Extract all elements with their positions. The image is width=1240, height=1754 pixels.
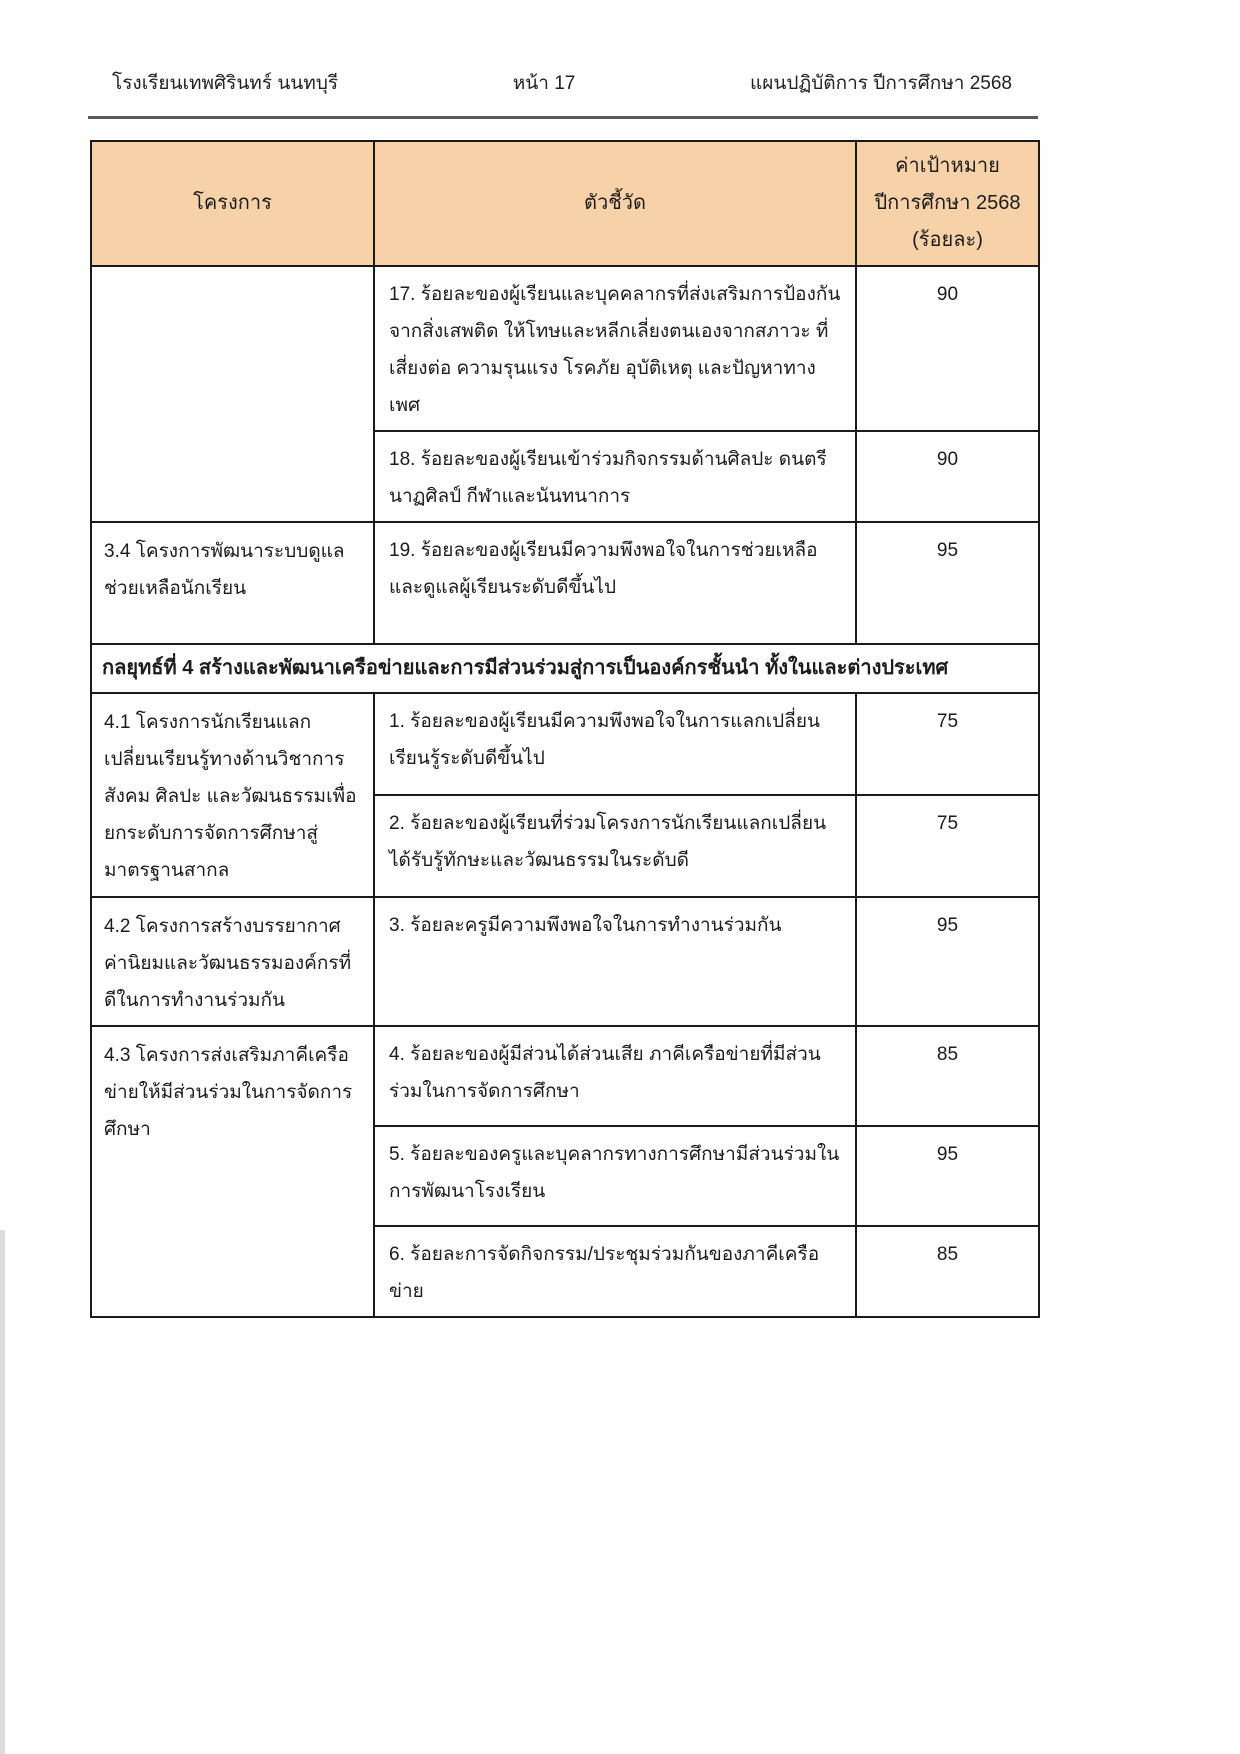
table-row-19 bbox=[91, 522, 1039, 644]
project-cell-4-1: 4.1 โครงการนักเรียนแลกเปลี่ยนเรียนรู้ทางด้านวิชาการ สังคม ศิลปะ และวัฒนธรรมเพื่อยกระดับการจัดการศึกษาสู่มาตรฐานสากล bbox=[91, 693, 374, 896]
col-header-target-line3: (ร้อยละ) bbox=[912, 229, 983, 251]
table-header-row bbox=[91, 141, 1039, 266]
col-header-target bbox=[856, 141, 1039, 266]
indicator-3: 3. ร้อยละครูมีความพึงพอใจในการทำงานร่วมกัน bbox=[374, 897, 856, 1026]
page-header bbox=[112, 68, 1012, 98]
indicator-1: 1. ร้อยละของผู้เรียนมีความพึงพอใจในการแลกเปลี่ยนเรียนรู้ระดับดีขึ้นไป bbox=[374, 693, 856, 795]
table-row-4 bbox=[91, 1026, 1039, 1126]
target-value-1: 75 bbox=[856, 693, 1039, 795]
project-cell-4-2: 4.2 โครงการสร้างบรรยากาศ ค่านิยมและวัฒนธรรมองค์กรที่ดีในการทำงานร่วมกัน bbox=[91, 897, 374, 1026]
project-cell-3-4: 3.4 โครงการพัฒนาระบบดูแลช่วยเหลือนักเรียน bbox=[91, 522, 374, 644]
target-value-17: 90 bbox=[856, 266, 1039, 431]
col-header-project: โครงการ bbox=[91, 141, 374, 266]
target-value-6: 85 bbox=[856, 1226, 1039, 1317]
header-divider bbox=[88, 116, 1038, 119]
target-value-3: 95 bbox=[856, 897, 1039, 1026]
col-header-target-line1: ค่าเป้าหมาย bbox=[895, 155, 1000, 177]
col-header-indicator: ตัวชี้วัด bbox=[374, 141, 856, 266]
project-cell-empty bbox=[91, 266, 374, 522]
indicator-4: 4. ร้อยละของผู้มีส่วนได้ส่วนเสีย ภาคีเครือข่ายที่มีส่วนร่วมในการจัดการศึกษา bbox=[374, 1026, 856, 1126]
table-row-3 bbox=[91, 897, 1039, 1026]
indicator-6: 6. ร้อยละการจัดกิจกรรม/ประชุมร่วมกันของภาคีเครือข่าย bbox=[374, 1226, 856, 1317]
indicators-table bbox=[90, 140, 1040, 1318]
table-row-1 bbox=[91, 693, 1039, 795]
indicator-5: 5. ร้อยละของครูและบุคลากรทางการศึกษามีส่วนร่วมในการพัฒนาโรงเรียน bbox=[374, 1126, 856, 1226]
scan-edge-artifact bbox=[0, 1230, 5, 1754]
plan-title: แผนปฏิบัติการ ปีการศึกษา 2568 bbox=[750, 73, 1012, 94]
indicator-18: 18. ร้อยละของผู้เรียนเข้าร่วมกิจกรรมด้านศิลปะ ดนตรี นาฏศิลป์ กีฬาและนันทนาการ bbox=[374, 431, 856, 522]
indicator-2: 2. ร้อยละของผู้เรียนที่ร่วมโครงการนักเรียนแลกเปลี่ยนได้รับรู้ทักษะและวัฒนธรรมในระดับดี bbox=[374, 795, 856, 897]
target-value-18: 90 bbox=[856, 431, 1039, 522]
project-cell-4-3: 4.3 โครงการส่งเสริมภาคีเครือข่ายให้มีส่วนร่วมในการจัดการศึกษา bbox=[91, 1026, 374, 1317]
indicator-19: 19. ร้อยละของผู้เรียนมีความพึงพอใจในการช่วยเหลือและดูแลผู้เรียนระดับดีขึ้นไป bbox=[374, 522, 856, 644]
target-value-5: 95 bbox=[856, 1126, 1039, 1226]
strategy-4-row bbox=[91, 644, 1039, 693]
school-name: โรงเรียนเทพศิรินทร์ นนทบุรี bbox=[112, 73, 339, 94]
table-row-17 bbox=[91, 266, 1039, 431]
col-header-target-line2: ปีการศึกษา 2568 bbox=[874, 192, 1021, 214]
target-value-2: 75 bbox=[856, 795, 1039, 897]
strategy-4-title: กลยุทธ์ที่ 4 สร้างและพัฒนาเครือข่ายและการมีส่วนร่วมสู่การเป็นองค์กรชั้นนำ ทั้งในและต่างประเทศ bbox=[91, 644, 1039, 693]
page-number: หน้า 17 bbox=[512, 73, 576, 94]
target-value-19: 95 bbox=[856, 522, 1039, 644]
indicator-17: 17. ร้อยละของผู้เรียนและบุคคลากรที่ส่งเสริมการป้องกันจากสิ่งเสพติด ให้โทษและหลีกเลี่ยงตนเองจากสภาวะ ที่เสี่ยงต่อ ความรุนแรง โรคภัย อุบัติเหตุ และปัญหาทางเพศ bbox=[374, 266, 856, 431]
target-value-4: 85 bbox=[856, 1026, 1039, 1126]
